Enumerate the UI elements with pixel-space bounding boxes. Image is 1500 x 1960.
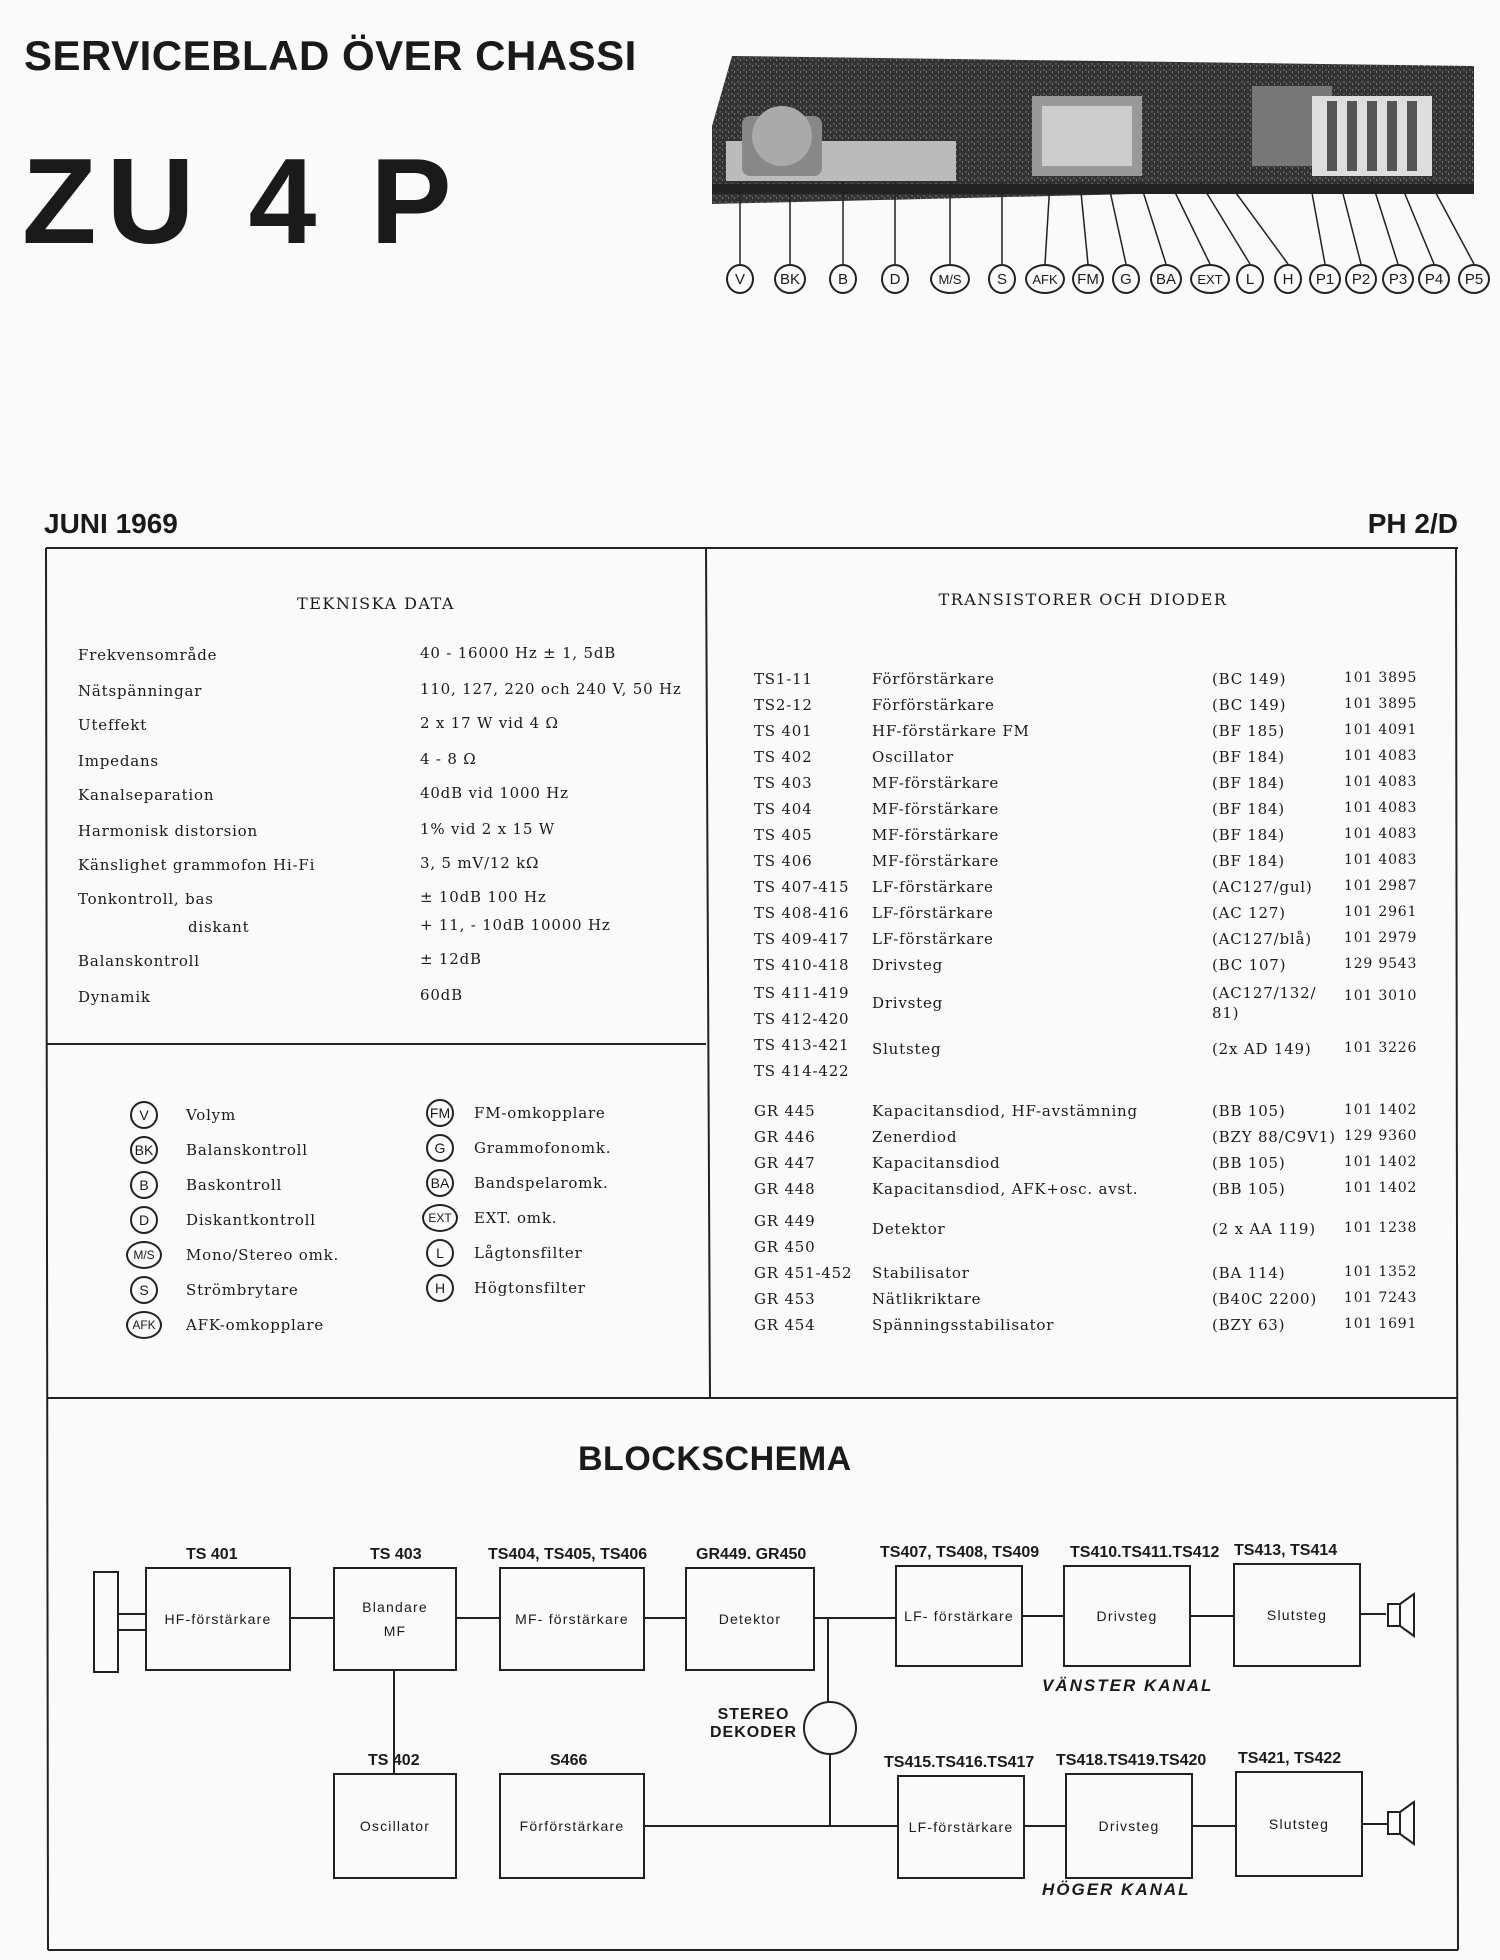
chassis-label-p3: P3 (1382, 264, 1414, 294)
tekniska-value: 40 - 16000 Hz ± 1, 5dB (420, 644, 617, 662)
legend-text: Lågtonsfilter (474, 1244, 583, 1262)
ts-part-number: 101 1352 (1344, 1264, 1418, 1280)
ts-function: Oscillator (872, 748, 954, 766)
ts-id: GR 454 (754, 1316, 816, 1334)
ts-function: Förförstärkare (872, 696, 995, 714)
legend-symbol: BA (426, 1169, 454, 1197)
tekniska-label: Uteffekt (78, 716, 148, 734)
ts-part-number: 101 2961 (1344, 904, 1418, 920)
ts-type: (BF 184) (1212, 774, 1285, 792)
ts-function: MF-förstärkare (872, 774, 1000, 792)
ts-part-number: 101 4083 (1344, 774, 1418, 790)
block-text-line: Drivsteg (1098, 1818, 1160, 1834)
ts-function: LF-förstärkare (872, 904, 994, 922)
ts-id: GR 449 (754, 1212, 816, 1230)
ts-part-number: 101 7243 (1344, 1290, 1418, 1306)
ts-part-number: 101 4083 (1344, 800, 1418, 816)
ts-type: (B40C 2200) (1212, 1290, 1318, 1308)
chassis-label-afk: AFK (1025, 264, 1065, 294)
ts-type: (BB 105) (1212, 1102, 1286, 1120)
ts-type: (BC 149) (1212, 670, 1287, 688)
tekniska-label: Frekvensområde (78, 646, 218, 664)
chassis-label-b: B (829, 264, 857, 294)
ts-part-number: 101 1238 (1344, 1220, 1418, 1236)
legend-text: Volym (186, 1106, 236, 1124)
model-name: ZU 4 P (22, 133, 462, 269)
legend-text: EXT. omk. (474, 1209, 558, 1227)
block-text-line: Förförstärkare (519, 1818, 625, 1834)
chassis-label-ext: EXT (1190, 264, 1230, 294)
block-text (1066, 1774, 1192, 1878)
tekniska-label: Impedans (78, 752, 159, 770)
tekniska-value: 60dB (420, 986, 463, 1004)
legend-text: Balanskontroll (186, 1141, 308, 1159)
block-text-line-2: MF (383, 1623, 407, 1639)
block-text (334, 1774, 456, 1878)
block-label: TS413, TS414 (1234, 1542, 1338, 1559)
ts-type: (2x AD 149) (1212, 1040, 1312, 1058)
ts-id: TS 402 (754, 748, 813, 766)
block-text-line: Detektor (718, 1611, 782, 1627)
block-text-line: LF-förstärkare (908, 1819, 1014, 1835)
legend-text: Högtonsfilter (474, 1279, 586, 1297)
ts-type: (AC 127) (1212, 904, 1286, 922)
tekniska-label: Nätspänningar (78, 682, 203, 700)
tekniska-value: + 11, - 10dB 10000 Hz (420, 916, 611, 934)
chassis-label-g: G (1112, 264, 1140, 294)
block-label: TS 401 (186, 1546, 238, 1563)
ts-function: LF-förstärkare (872, 930, 994, 948)
ts-part-number: 101 3895 (1344, 670, 1418, 686)
block-text (1064, 1566, 1190, 1666)
ts-id: TS 405 (754, 826, 813, 844)
block-text-line: Slutsteg (1268, 1816, 1330, 1832)
block-label: TS421, TS422 (1238, 1750, 1342, 1767)
ts-type: (BB 105) (1212, 1180, 1286, 1198)
ts-id: TS 408-416 (754, 904, 850, 922)
ts-part-number: 101 1402 (1344, 1154, 1418, 1170)
legend-symbol: D (130, 1206, 158, 1234)
ts-id: GR 448 (754, 1180, 816, 1198)
block-label: TS415.TS416.TS417 (884, 1754, 1035, 1771)
right-channel-label: HÖGER KANAL (1042, 1880, 1191, 1899)
ts-type: (BF 185) (1212, 722, 1285, 740)
ts-function: Slutsteg (872, 1040, 942, 1058)
ts-type: (BC 149) (1212, 696, 1287, 714)
tekniska-label: Dynamik (78, 988, 151, 1006)
tekniska-value: 1% vid 2 x 15 W (420, 820, 556, 838)
transistorer-title: TRANSISTORER OCH DIODER (938, 590, 1228, 609)
block-text (686, 1568, 814, 1670)
ts-type: (BZY 88/C9V1) (1212, 1128, 1336, 1146)
block-text (1236, 1772, 1362, 1876)
legend-text: Bandspelaromk. (474, 1174, 609, 1192)
block-text (1234, 1564, 1360, 1666)
block-text (500, 1568, 644, 1670)
chassis-label-p1: P1 (1309, 264, 1341, 294)
ts-type: (BA 114) (1212, 1264, 1286, 1282)
block-label: TS 402 (368, 1752, 420, 1769)
ts-id: TS 414-422 (754, 1062, 850, 1080)
tekniska-label: Tonkontroll, bas (78, 890, 214, 908)
legend-symbol: G (426, 1134, 454, 1162)
ts-type: (AC127/132/ (1212, 984, 1317, 1002)
ts-id: GR 450 (754, 1238, 816, 1256)
ts-id: TS2-12 (754, 696, 813, 714)
tekniska-label: Känslighet grammofon Hi-Fi (78, 856, 316, 874)
ts-id: TS 404 (754, 800, 813, 818)
ts-id: TS1-11 (754, 670, 813, 688)
ts-type: (AC127/gul) (1212, 878, 1313, 896)
ts-type: (BC 107) (1212, 956, 1287, 974)
ts-part-number: 101 2987 (1344, 878, 1418, 894)
tekniska-label: Balanskontroll (78, 952, 200, 970)
block-text-line: HF-förstärkare (164, 1611, 272, 1627)
ts-type: 81) (1212, 1004, 1240, 1022)
ts-id: TS 409-417 (754, 930, 850, 948)
stereo-label: STEREO (717, 1706, 790, 1723)
ts-part-number: 129 9360 (1344, 1128, 1418, 1144)
ts-type: (BZY 63) (1212, 1316, 1286, 1334)
ts-function: Drivsteg (872, 956, 944, 974)
ts-id: TS 406 (754, 852, 813, 870)
tekniska-value: 110, 127, 220 och 240 V, 50 Hz (420, 680, 682, 698)
legend-symbol: AFK (126, 1311, 162, 1339)
block-text (500, 1774, 644, 1878)
dekoder-label: DEKODER (710, 1724, 798, 1741)
ts-type: (BF 184) (1212, 826, 1285, 844)
ts-id: GR 451-452 (754, 1264, 853, 1282)
block-text-line: LF- förstärkare (904, 1608, 1014, 1624)
ts-id: TS 412-420 (754, 1010, 850, 1028)
document-title: SERVICEBLAD ÖVER CHASSI (24, 32, 637, 79)
ts-part-number: 101 1402 (1344, 1102, 1418, 1118)
ts-part-number: 101 3010 (1344, 988, 1418, 1004)
ts-part-number: 101 4083 (1344, 826, 1418, 842)
tekniska-label: diskant (188, 918, 250, 936)
block-text-line: MF- förstärkare (515, 1611, 629, 1627)
ts-function: Drivsteg (872, 994, 944, 1012)
ts-function: Stabilisator (872, 1264, 970, 1282)
ts-part-number: 101 4083 (1344, 852, 1418, 868)
ts-id: GR 453 (754, 1290, 816, 1308)
legend-symbol: FM (426, 1099, 454, 1127)
ts-part-number: 101 1691 (1344, 1316, 1418, 1332)
block-text (898, 1776, 1024, 1878)
ts-id: GR 447 (754, 1154, 816, 1172)
ts-function: Nätlikriktare (872, 1290, 982, 1308)
document-code: PH 2/D (1367, 508, 1458, 539)
tekniska-value: 4 - 8 Ω (420, 750, 477, 768)
legend-symbol: EXT (422, 1204, 458, 1232)
ts-function: Kapacitansdiod, AFK+osc. avst. (872, 1180, 1139, 1198)
ts-function: Förförstärkare (872, 670, 995, 688)
legend-text: AFK-omkopplare (186, 1316, 324, 1334)
ts-id: TS 407-415 (754, 878, 850, 896)
ts-function: Zenerdiod (872, 1128, 958, 1146)
tekniska-value: ± 10dB 100 Hz (420, 888, 547, 906)
legend-symbol: L (426, 1239, 454, 1267)
ts-type: (2 x AA 119) (1212, 1220, 1316, 1238)
block-label: TS407, TS408, TS409 (880, 1544, 1040, 1561)
ts-id: TS 411-419 (754, 984, 850, 1002)
legend-text: Diskantkontroll (186, 1211, 316, 1229)
chassis-label-m-s: M/S (930, 264, 970, 294)
ts-id: TS 413-421 (754, 1036, 850, 1054)
tekniska-title: TEKNISKA DATA (297, 594, 455, 613)
block-label: TS418.TS419.TS420 (1056, 1752, 1207, 1769)
ts-type: (BF 184) (1212, 852, 1285, 870)
ts-function: MF-förstärkare (872, 800, 1000, 818)
ts-part-number: 101 2979 (1344, 930, 1418, 946)
block-text-line: Drivsteg (1096, 1608, 1158, 1624)
ts-function: Kapacitansdiod, HF-avstämning (872, 1102, 1138, 1120)
chassis-label-p5: P5 (1458, 264, 1490, 294)
legend-text: Mono/Stereo omk. (186, 1246, 340, 1264)
ts-id: GR 445 (754, 1102, 816, 1120)
block-label: S466 (550, 1752, 588, 1769)
ts-part-number: 101 3226 (1344, 1040, 1418, 1056)
chassis-label-d: D (881, 264, 909, 294)
block-label: GR449. GR450 (696, 1546, 807, 1563)
legend-text: Strömbrytare (186, 1281, 299, 1299)
block-text (334, 1568, 456, 1670)
ts-function: LF-förstärkare (872, 878, 994, 896)
ts-type: (BF 184) (1212, 748, 1285, 766)
legend-symbol: B (130, 1171, 158, 1199)
ts-id: TS 401 (754, 722, 813, 740)
block-label: TS410.TS411.TS412 (1070, 1544, 1220, 1561)
legend-symbol: S (130, 1276, 158, 1304)
tekniska-value: 2 x 17 W vid 4 Ω (420, 714, 559, 732)
ts-id: TS 403 (754, 774, 813, 792)
ts-part-number: 101 4091 (1344, 722, 1418, 738)
ts-part-number: 101 3895 (1344, 696, 1418, 712)
ts-id: TS 410-418 (754, 956, 850, 974)
chassis-label-h: H (1274, 264, 1302, 294)
ts-function: MF-förstärkare (872, 826, 1000, 844)
ts-function: Detektor (872, 1220, 946, 1238)
tekniska-value: 40dB vid 1000 Hz (420, 784, 569, 802)
ts-function: HF-förstärkare FM (872, 722, 1030, 740)
block-label: TS 403 (370, 1546, 422, 1563)
chassis-label-s: S (988, 264, 1016, 294)
chassis-label-v: V (726, 264, 754, 294)
block-text (146, 1568, 290, 1670)
legend-text: Grammofonomk. (474, 1139, 612, 1157)
ts-id: GR 446 (754, 1128, 816, 1146)
tekniska-value: 3, 5 mV/12 kΩ (420, 854, 540, 872)
legend-text: FM-omkopplare (474, 1104, 606, 1122)
ts-function: Spänningsstabilisator (872, 1316, 1055, 1334)
legend-symbol: BK (130, 1136, 158, 1164)
ts-type: (BB 105) (1212, 1154, 1286, 1172)
tekniska-value: ± 12dB (420, 950, 482, 968)
ts-type: (AC127/blå) (1212, 930, 1312, 948)
block-text (896, 1566, 1022, 1666)
chassis-label-l: L (1236, 264, 1264, 294)
stereo-decoder-label (710, 1706, 797, 1742)
ts-function: MF-förstärkare (872, 852, 1000, 870)
chassis-label-fm: FM (1072, 264, 1104, 294)
block-text-line: Blandare (362, 1599, 428, 1615)
tekniska-label: Harmonisk distorsion (78, 822, 258, 840)
chassis-label-p4: P4 (1418, 264, 1450, 294)
legend-symbol: V (130, 1101, 158, 1129)
ts-part-number: 101 4083 (1344, 748, 1418, 764)
left-channel-label: VÄNSTER KANAL (1042, 1676, 1214, 1695)
legend-symbol: M/S (126, 1241, 162, 1269)
ts-part-number: 129 9543 (1344, 956, 1418, 972)
legend-text: Baskontroll (186, 1176, 283, 1194)
blockschema-title: BLOCKSCHEMA (578, 1440, 852, 1478)
chassis-label-p2: P2 (1345, 264, 1377, 294)
block-text-line: Slutsteg (1266, 1607, 1328, 1623)
ts-type: (BF 184) (1212, 800, 1285, 818)
legend-symbol: H (426, 1274, 454, 1302)
ts-part-number: 101 1402 (1344, 1180, 1418, 1196)
tekniska-label: Kanalseparation (78, 786, 215, 804)
date: JUNI 1969 (44, 508, 178, 539)
chassis-label-bk: BK (774, 264, 806, 294)
block-text-line: Oscillator (359, 1818, 431, 1834)
ts-function: Kapacitansdiod (872, 1154, 1001, 1172)
block-label: TS404, TS405, TS406 (488, 1546, 648, 1563)
chassis-label-ba: BA (1150, 264, 1182, 294)
